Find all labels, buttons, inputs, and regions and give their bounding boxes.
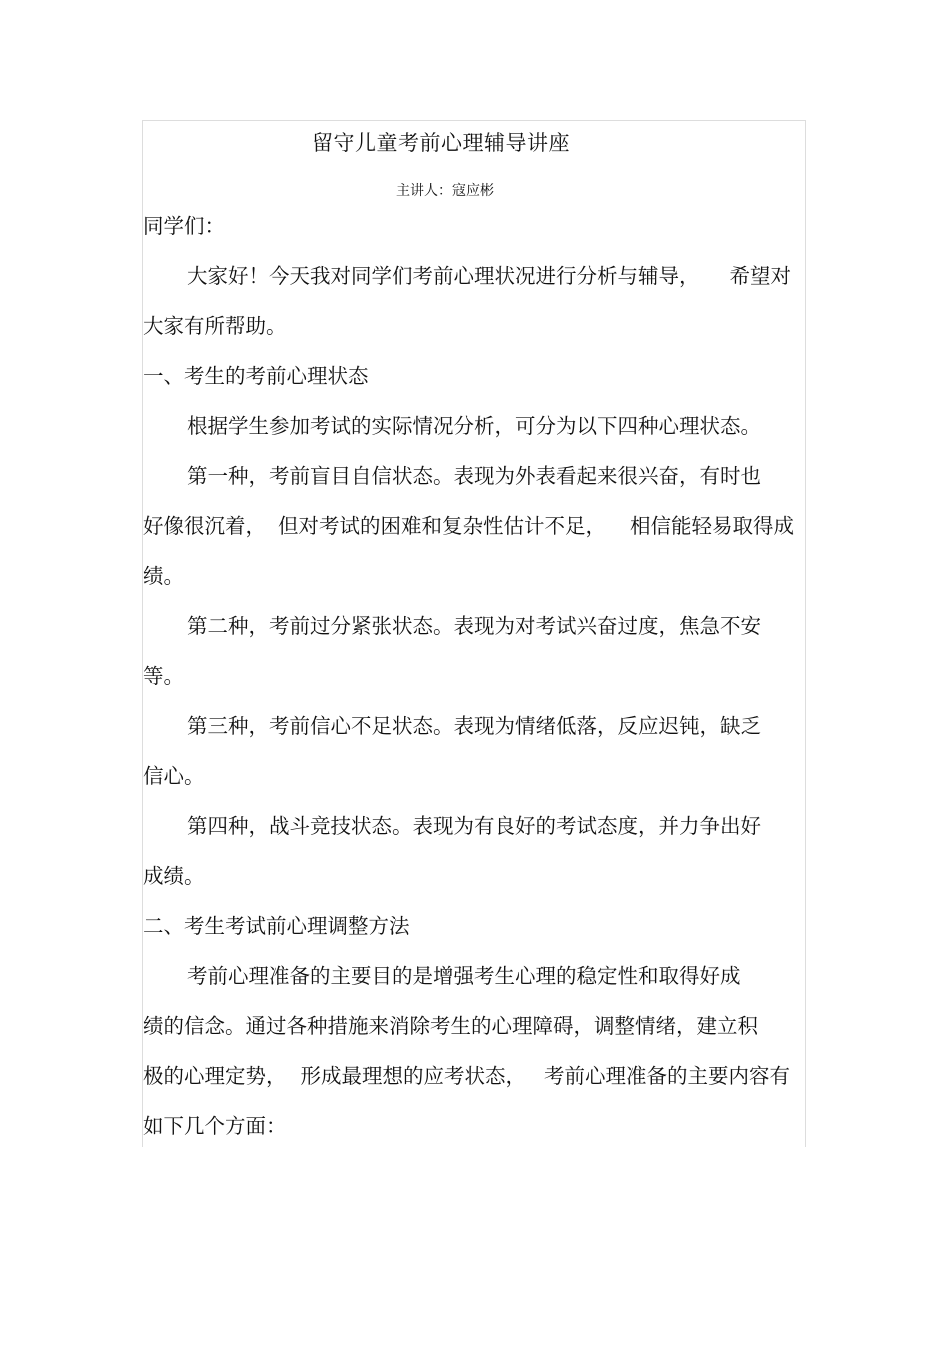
section-heading: 一、考生的考前心理状态 xyxy=(143,364,369,388)
paragraph-line: 成绩。 xyxy=(143,864,205,888)
speaker-line: 主讲人：寇应彬 xyxy=(396,183,494,199)
paragraph-line: 第一种，考前盲目自信状态。表现为外表看起来很兴奋，有时也 xyxy=(187,464,761,488)
paragraph-line: 绩。 xyxy=(143,564,184,588)
paragraph-line: 绩的信念。通过各种措施来消除考生的心理障碍，调整情绪，建立积 xyxy=(143,1014,758,1038)
paragraph-line: 好像很沉着， 但对考试的困难和复杂性估计不足， 相信能轻易取得成 xyxy=(143,514,794,538)
paragraph-line: 第四种，战斗竞技状态。表现为有良好的考试态度，并力争出好 xyxy=(187,814,761,838)
section-heading: 二、考生考试前心理调整方法 xyxy=(143,914,410,938)
paragraph-line: 第二种，考前过分紧张状态。表现为对考试兴奋过度，焦急不安 xyxy=(187,614,761,638)
paragraph-line: 考前心理准备的主要目的是增强考生心理的稳定性和取得好成 xyxy=(187,964,741,988)
paragraph-line: 如下几个方面： xyxy=(143,1114,287,1138)
greeting: 同学们： xyxy=(143,214,225,238)
paragraph-line: 极的心理定势， 形成最理想的应考状态， 考前心理准备的主要内容有 xyxy=(143,1064,790,1088)
document-title: 留守儿童考前心理辅导讲座 xyxy=(312,131,570,155)
paragraph-line: 根据学生参加考试的实际情况分析，可分为以下四种心理状态。 xyxy=(187,414,761,438)
paragraph-line: 信心。 xyxy=(143,764,205,788)
paragraph-line: 第三种，考前信心不足状态。表现为情绪低落，反应迟钝，缺乏 xyxy=(187,714,761,738)
paragraph-line: 等。 xyxy=(143,664,184,688)
paragraph-line: 大家有所帮助。 xyxy=(143,314,287,338)
paragraph-line: 大家好！今天我对同学们考前心理状况进行分析与辅导， 希望对 xyxy=(187,264,791,288)
